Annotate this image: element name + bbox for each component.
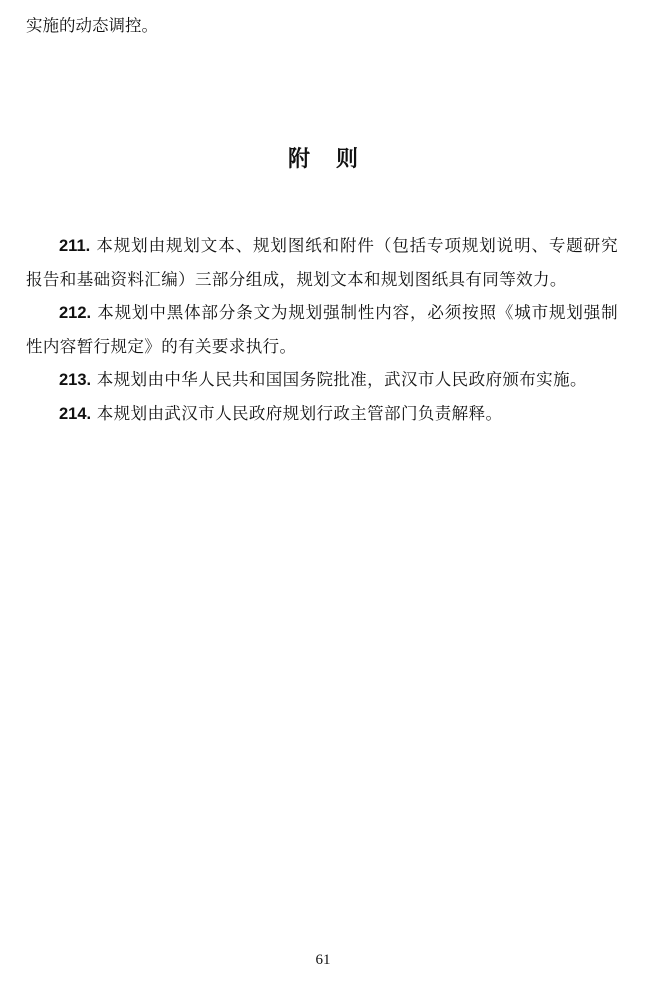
article-212 bbox=[26, 296, 618, 363]
article-text: 本规划由中华人民共和国国务院批准，武汉市人民政府颁布实施。 bbox=[91, 370, 587, 389]
article-number: 213. bbox=[59, 371, 92, 389]
article-number: 211. bbox=[59, 237, 91, 255]
article-number: 214. bbox=[59, 405, 92, 423]
carryover-paragraph: 实施的动态调控。 bbox=[26, 16, 158, 35]
section-title: 附则 bbox=[287, 147, 384, 172]
article-number: 212. bbox=[59, 304, 92, 322]
page-number: 61 bbox=[315, 952, 331, 968]
article-list bbox=[26, 229, 618, 431]
article-213 bbox=[26, 363, 618, 397]
article-text: 本规划由武汉市人民政府规划行政主管部门负责解释。 bbox=[91, 404, 503, 423]
article-text: 本规划中黑体部分条文为规划强制性内容，必须按照《城市规划强制性内容暂行规定》的有关要求执行。 bbox=[26, 303, 618, 356]
article-text: 本规划由规划文本、规划图纸和附件（包括专项规划说明、专题研究报告和基础资料汇编）三部分组成，规划文本和规划图纸具有同等效力。 bbox=[26, 236, 618, 289]
article-211 bbox=[26, 229, 618, 296]
article-214 bbox=[26, 397, 618, 431]
